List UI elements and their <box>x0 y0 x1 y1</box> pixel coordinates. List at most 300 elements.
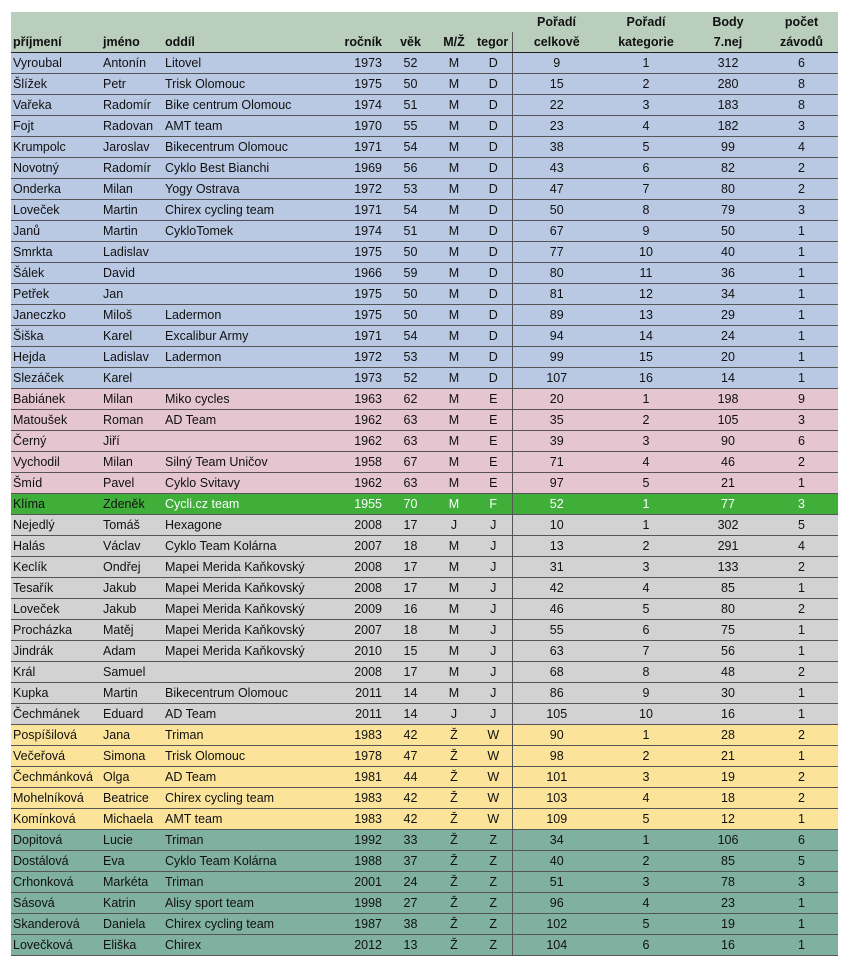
header-rocnik: ročník <box>328 32 388 53</box>
cell-surname: Smrkta <box>11 242 101 263</box>
cell-age: 52 <box>388 53 433 74</box>
cell-race-count: 1 <box>765 221 838 242</box>
cell-overall-rank: 96 <box>512 893 601 914</box>
cell-category-rank: 5 <box>601 137 691 158</box>
cell-age: 54 <box>388 200 433 221</box>
cell-gender: M <box>433 599 475 620</box>
cell-category-rank: 1 <box>601 725 691 746</box>
cell-club: Ladermon <box>163 347 328 368</box>
cell-first-name: Ladislav <box>101 242 163 263</box>
cell-age: 53 <box>388 179 433 200</box>
cell-category: J <box>475 641 512 662</box>
header-pocet-zavodu: závodů <box>765 32 838 53</box>
cell-category-rank: 10 <box>601 242 691 263</box>
cell-gender: Ž <box>433 914 475 935</box>
header-pocet-top: počet <box>765 12 838 32</box>
cell-category: E <box>475 410 512 431</box>
cell-first-name: Katrin <box>101 893 163 914</box>
cell-race-count: 2 <box>765 452 838 473</box>
cell-overall-rank: 42 <box>512 578 601 599</box>
cell-points: 16 <box>691 704 765 725</box>
cell-birth-year: 1975 <box>328 74 388 95</box>
cell-age: 51 <box>388 95 433 116</box>
cell-age: 51 <box>388 221 433 242</box>
table-row <box>11 746 838 767</box>
cell-category: F <box>475 494 512 515</box>
results-table <box>11 12 838 956</box>
cell-overall-rank: 52 <box>512 494 601 515</box>
cell-category-rank: 8 <box>601 662 691 683</box>
cell-points: 56 <box>691 641 765 662</box>
cell-overall-rank: 97 <box>512 473 601 494</box>
cell-surname: Kupka <box>11 683 101 704</box>
table-row <box>11 725 838 746</box>
cell-category-rank: 3 <box>601 557 691 578</box>
cell-birth-year: 2008 <box>328 515 388 536</box>
table-row <box>11 368 838 389</box>
cell-birth-year: 2007 <box>328 620 388 641</box>
cell-first-name: Tomáš <box>101 515 163 536</box>
table-row <box>11 74 838 95</box>
cell-race-count: 1 <box>765 809 838 830</box>
cell-gender: M <box>433 221 475 242</box>
cell-race-count: 2 <box>765 788 838 809</box>
cell-points: 99 <box>691 137 765 158</box>
cell-birth-year: 1975 <box>328 305 388 326</box>
table-row <box>11 431 838 452</box>
cell-points: 77 <box>691 494 765 515</box>
cell-birth-year: 1981 <box>328 767 388 788</box>
cell-points: 46 <box>691 452 765 473</box>
cell-birth-year: 1962 <box>328 410 388 431</box>
cell-surname: Janů <box>11 221 101 242</box>
cell-age: 16 <box>388 599 433 620</box>
cell-surname: Lovečková <box>11 935 101 956</box>
cell-age: 17 <box>388 557 433 578</box>
table-row <box>11 935 838 956</box>
cell-race-count: 1 <box>765 620 838 641</box>
cell-points: 182 <box>691 116 765 137</box>
header-body-top: Body <box>691 12 765 32</box>
cell-points: 23 <box>691 893 765 914</box>
cell-race-count: 3 <box>765 200 838 221</box>
cell-surname: Šlížek <box>11 74 101 95</box>
cell-points: 24 <box>691 326 765 347</box>
cell-overall-rank: 50 <box>512 200 601 221</box>
cell-first-name: Eliška <box>101 935 163 956</box>
cell-surname: Dostálová <box>11 851 101 872</box>
cell-category-rank: 5 <box>601 914 691 935</box>
cell-surname: Sásová <box>11 893 101 914</box>
cell-category: Z <box>475 830 512 851</box>
cell-gender: J <box>433 704 475 725</box>
cell-category: D <box>475 116 512 137</box>
cell-points: 28 <box>691 725 765 746</box>
cell-overall-rank: 71 <box>512 452 601 473</box>
cell-club: Mapei Merida Kaňkovský <box>163 641 328 662</box>
cell-club: Cyklo Team Kolárna <box>163 536 328 557</box>
cell-birth-year: 2012 <box>328 935 388 956</box>
header-poradi-celkove-top: Pořadí <box>512 12 601 32</box>
cell-first-name: David <box>101 263 163 284</box>
cell-first-name: Martin <box>101 200 163 221</box>
cell-age: 42 <box>388 788 433 809</box>
cell-overall-rank: 63 <box>512 641 601 662</box>
cell-race-count: 2 <box>765 557 838 578</box>
cell-category: E <box>475 431 512 452</box>
cell-surname: Šmíd <box>11 473 101 494</box>
cell-birth-year: 2008 <box>328 578 388 599</box>
cell-surname: Černý <box>11 431 101 452</box>
cell-birth-year: 1987 <box>328 914 388 935</box>
cell-points: 21 <box>691 746 765 767</box>
cell-birth-year: 1975 <box>328 284 388 305</box>
cell-club: Miko cycles <box>163 389 328 410</box>
cell-category: Z <box>475 914 512 935</box>
cell-age: 70 <box>388 494 433 515</box>
cell-overall-rank: 94 <box>512 326 601 347</box>
cell-overall-rank: 43 <box>512 158 601 179</box>
table-row <box>11 683 838 704</box>
cell-race-count: 3 <box>765 410 838 431</box>
cell-gender: M <box>433 347 475 368</box>
cell-first-name: Olga <box>101 767 163 788</box>
cell-gender: Ž <box>433 893 475 914</box>
cell-gender: M <box>433 473 475 494</box>
cell-birth-year: 1983 <box>328 809 388 830</box>
table-row <box>11 578 838 599</box>
cell-points: 183 <box>691 95 765 116</box>
cell-surname: Onderka <box>11 179 101 200</box>
cell-gender: Ž <box>433 725 475 746</box>
cell-race-count: 1 <box>765 242 838 263</box>
header-oddil: oddíl <box>163 32 328 53</box>
header-poradi-kategorie: kategorie <box>601 32 691 53</box>
cell-age: 38 <box>388 914 433 935</box>
cell-points: 19 <box>691 767 765 788</box>
cell-overall-rank: 55 <box>512 620 601 641</box>
cell-category: E <box>475 473 512 494</box>
cell-overall-rank: 109 <box>512 809 601 830</box>
cell-category: E <box>475 389 512 410</box>
table-row <box>11 284 838 305</box>
cell-surname: Loveček <box>11 599 101 620</box>
table-row <box>11 326 838 347</box>
table-row <box>11 494 838 515</box>
cell-category-rank: 1 <box>601 389 691 410</box>
cell-club: Yogy Ostrava <box>163 179 328 200</box>
cell-birth-year: 2007 <box>328 536 388 557</box>
cell-first-name: Karel <box>101 368 163 389</box>
cell-points: 90 <box>691 431 765 452</box>
cell-gender: M <box>433 179 475 200</box>
cell-points: 82 <box>691 158 765 179</box>
cell-points: 280 <box>691 74 765 95</box>
cell-surname: Tesařík <box>11 578 101 599</box>
cell-category: D <box>475 326 512 347</box>
cell-category: Z <box>475 872 512 893</box>
cell-first-name: Karel <box>101 326 163 347</box>
cell-overall-rank: 86 <box>512 683 601 704</box>
cell-first-name: Samuel <box>101 662 163 683</box>
cell-category-rank: 2 <box>601 746 691 767</box>
cell-points: 106 <box>691 830 765 851</box>
cell-age: 63 <box>388 473 433 494</box>
cell-category-rank: 6 <box>601 935 691 956</box>
cell-overall-rank: 107 <box>512 368 601 389</box>
cell-club <box>163 431 328 452</box>
cell-gender: Ž <box>433 788 475 809</box>
table-row <box>11 95 838 116</box>
cell-gender: Ž <box>433 935 475 956</box>
cell-category-rank: 4 <box>601 893 691 914</box>
cell-club: Triman <box>163 725 328 746</box>
cell-club <box>163 263 328 284</box>
cell-first-name: Miloš <box>101 305 163 326</box>
cell-gender: M <box>433 494 475 515</box>
cell-gender: Ž <box>433 851 475 872</box>
cell-first-name: Jan <box>101 284 163 305</box>
table-row <box>11 179 838 200</box>
table-row <box>11 347 838 368</box>
cell-points: 85 <box>691 851 765 872</box>
cell-birth-year: 1969 <box>328 158 388 179</box>
cell-surname: Hejda <box>11 347 101 368</box>
cell-category: D <box>475 53 512 74</box>
cell-gender: M <box>433 410 475 431</box>
cell-first-name: Eva <box>101 851 163 872</box>
cell-birth-year: 1974 <box>328 221 388 242</box>
cell-points: 34 <box>691 284 765 305</box>
cell-age: 42 <box>388 809 433 830</box>
header-kategorie: tegor <box>475 32 512 53</box>
cell-points: 291 <box>691 536 765 557</box>
cell-category-rank: 1 <box>601 494 691 515</box>
cell-points: 16 <box>691 935 765 956</box>
header-poradi-kategorie-top: Pořadí <box>601 12 691 32</box>
cell-gender: M <box>433 620 475 641</box>
cell-surname: Čechmánková <box>11 767 101 788</box>
cell-surname: Halás <box>11 536 101 557</box>
cell-category-rank: 2 <box>601 851 691 872</box>
cell-gender: M <box>433 95 475 116</box>
cell-category-rank: 4 <box>601 452 691 473</box>
cell-gender: M <box>433 431 475 452</box>
cell-birth-year: 1962 <box>328 431 388 452</box>
cell-surname: Šálek <box>11 263 101 284</box>
cell-race-count: 5 <box>765 851 838 872</box>
cell-overall-rank: 20 <box>512 389 601 410</box>
cell-first-name: Milan <box>101 452 163 473</box>
cell-age: 17 <box>388 662 433 683</box>
cell-club: Litovel <box>163 53 328 74</box>
table-row <box>11 641 838 662</box>
cell-age: 17 <box>388 515 433 536</box>
cell-first-name: Jaroslav <box>101 137 163 158</box>
cell-category: W <box>475 767 512 788</box>
cell-age: 59 <box>388 263 433 284</box>
cell-race-count: 1 <box>765 284 838 305</box>
cell-points: 48 <box>691 662 765 683</box>
cell-first-name: Jakub <box>101 599 163 620</box>
cell-race-count: 1 <box>765 914 838 935</box>
cell-surname: Loveček <box>11 200 101 221</box>
cell-gender: M <box>433 158 475 179</box>
table-row <box>11 242 838 263</box>
cell-points: 79 <box>691 200 765 221</box>
cell-birth-year: 1963 <box>328 389 388 410</box>
cell-club: Trisk Olomouc <box>163 746 328 767</box>
cell-birth-year: 1955 <box>328 494 388 515</box>
cell-gender: M <box>433 284 475 305</box>
cell-club: Triman <box>163 830 328 851</box>
cell-first-name: Milan <box>101 179 163 200</box>
cell-category-rank: 7 <box>601 641 691 662</box>
table-row <box>11 893 838 914</box>
cell-club <box>163 368 328 389</box>
cell-category: Z <box>475 851 512 872</box>
cell-category-rank: 10 <box>601 704 691 725</box>
cell-gender: M <box>433 74 475 95</box>
cell-overall-rank: 31 <box>512 557 601 578</box>
cell-birth-year: 1992 <box>328 830 388 851</box>
cell-surname: Novotný <box>11 158 101 179</box>
cell-birth-year: 2011 <box>328 683 388 704</box>
cell-club: Mapei Merida Kaňkovský <box>163 620 328 641</box>
cell-category: D <box>475 284 512 305</box>
table-row <box>11 515 838 536</box>
results-sheet <box>11 12 838 956</box>
cell-surname: Vařeka <box>11 95 101 116</box>
cell-age: 62 <box>388 389 433 410</box>
header-jmeno: jméno <box>101 32 163 53</box>
cell-birth-year: 1983 <box>328 788 388 809</box>
cell-first-name: Antonín <box>101 53 163 74</box>
cell-club: Cyklo Team Kolárna <box>163 851 328 872</box>
cell-race-count: 6 <box>765 830 838 851</box>
cell-birth-year: 1962 <box>328 473 388 494</box>
cell-points: 50 <box>691 221 765 242</box>
cell-surname: Petřek <box>11 284 101 305</box>
cell-surname: Komínková <box>11 809 101 830</box>
cell-club: Mapei Merida Kaňkovský <box>163 578 328 599</box>
cell-gender: M <box>433 578 475 599</box>
cell-first-name: Martin <box>101 683 163 704</box>
cell-category-rank: 3 <box>601 872 691 893</box>
cell-surname: Šiška <box>11 326 101 347</box>
cell-birth-year: 1983 <box>328 725 388 746</box>
cell-gender: M <box>433 200 475 221</box>
cell-club: Cyklo Best Bianchi <box>163 158 328 179</box>
cell-club: AD Team <box>163 704 328 725</box>
cell-overall-rank: 15 <box>512 74 601 95</box>
cell-first-name: Radomír <box>101 158 163 179</box>
cell-gender: Ž <box>433 809 475 830</box>
cell-gender: Ž <box>433 746 475 767</box>
cell-birth-year: 1973 <box>328 368 388 389</box>
cell-race-count: 5 <box>765 515 838 536</box>
cell-first-name: Beatrice <box>101 788 163 809</box>
header-prijmeni: příjmení <box>11 32 101 53</box>
cell-birth-year: 1972 <box>328 179 388 200</box>
cell-first-name: Milan <box>101 389 163 410</box>
table-row <box>11 200 838 221</box>
cell-age: 50 <box>388 305 433 326</box>
table-row <box>11 536 838 557</box>
cell-category: E <box>475 452 512 473</box>
cell-club: Bikecentrum Olomouc <box>163 137 328 158</box>
cell-birth-year: 1970 <box>328 116 388 137</box>
table-row <box>11 599 838 620</box>
cell-race-count: 2 <box>765 179 838 200</box>
cell-birth-year: 1971 <box>328 326 388 347</box>
cell-birth-year: 2010 <box>328 641 388 662</box>
cell-race-count: 2 <box>765 725 838 746</box>
cell-surname: Procházka <box>11 620 101 641</box>
cell-category-rank: 14 <box>601 326 691 347</box>
cell-category: W <box>475 725 512 746</box>
cell-first-name: Michaela <box>101 809 163 830</box>
cell-category-rank: 3 <box>601 431 691 452</box>
cell-gender: M <box>433 263 475 284</box>
cell-age: 18 <box>388 620 433 641</box>
cell-gender: Ž <box>433 830 475 851</box>
cell-category-rank: 3 <box>601 767 691 788</box>
cell-points: 80 <box>691 599 765 620</box>
cell-surname: Fojt <box>11 116 101 137</box>
cell-category: J <box>475 515 512 536</box>
header-body: 7.nej <box>691 32 765 53</box>
cell-birth-year: 1958 <box>328 452 388 473</box>
table-row <box>11 914 838 935</box>
cell-club: AMT team <box>163 116 328 137</box>
cell-age: 54 <box>388 326 433 347</box>
cell-first-name: Eduard <box>101 704 163 725</box>
cell-overall-rank: 47 <box>512 179 601 200</box>
cell-first-name: Markéta <box>101 872 163 893</box>
cell-gender: M <box>433 389 475 410</box>
cell-surname: Večeřová <box>11 746 101 767</box>
cell-gender: M <box>433 683 475 704</box>
cell-category: J <box>475 620 512 641</box>
cell-category: D <box>475 158 512 179</box>
cell-points: 80 <box>691 179 765 200</box>
cell-race-count: 1 <box>765 305 838 326</box>
cell-club: AD Team <box>163 410 328 431</box>
cell-first-name: Petr <box>101 74 163 95</box>
cell-birth-year: 1973 <box>328 53 388 74</box>
cell-age: 42 <box>388 725 433 746</box>
cell-category: D <box>475 263 512 284</box>
cell-category-rank: 5 <box>601 809 691 830</box>
cell-overall-rank: 101 <box>512 767 601 788</box>
cell-first-name: Roman <box>101 410 163 431</box>
cell-overall-rank: 34 <box>512 830 601 851</box>
cell-club: Alisy sport team <box>163 893 328 914</box>
cell-first-name: Radomír <box>101 95 163 116</box>
cell-age: 56 <box>388 158 433 179</box>
table-row <box>11 116 838 137</box>
cell-category-rank: 13 <box>601 305 691 326</box>
cell-race-count: 8 <box>765 74 838 95</box>
cell-overall-rank: 46 <box>512 599 601 620</box>
cell-points: 302 <box>691 515 765 536</box>
cell-surname: Klíma <box>11 494 101 515</box>
cell-category: D <box>475 179 512 200</box>
cell-race-count: 4 <box>765 536 838 557</box>
cell-race-count: 6 <box>765 431 838 452</box>
cell-gender: M <box>433 452 475 473</box>
